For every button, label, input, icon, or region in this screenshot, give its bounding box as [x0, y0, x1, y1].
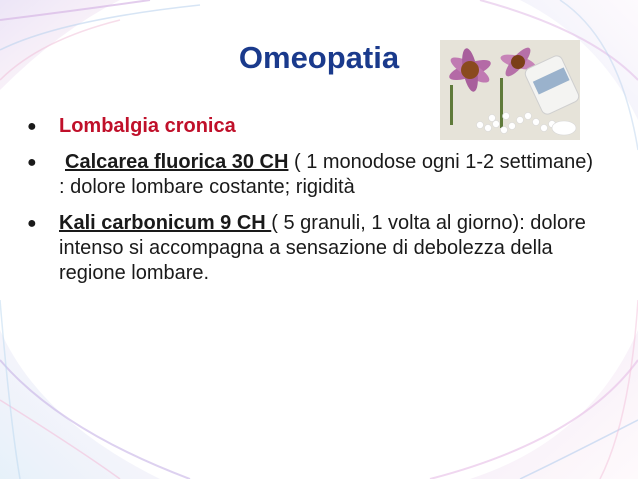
bullet-icon: ●	[27, 215, 37, 232]
remedy-name: Calcarea fluorica 30 CH	[65, 151, 289, 173]
list-item	[22, 114, 602, 139]
bullet-heading: Lombalgia cronica	[59, 115, 236, 137]
list-item	[22, 211, 602, 286]
list-item	[22, 150, 602, 200]
remedy-description: ( 5 granuli, 1 volta al giorno): dolore intenso si accompagna a sensazione di debolezza della regione lombare.	[59, 212, 586, 284]
bullet-icon: ●	[27, 154, 37, 171]
slide-title: Omeopatia	[238, 40, 400, 75]
remedy-name: Kali carbonicum 9 CH	[59, 212, 272, 234]
bullet-list	[22, 114, 602, 297]
bullet-icon: ●	[27, 118, 37, 135]
remedy-description: ( 1 monodose ogni 1-2 settimane) : dolore lombare costante; rigidità	[59, 151, 594, 198]
